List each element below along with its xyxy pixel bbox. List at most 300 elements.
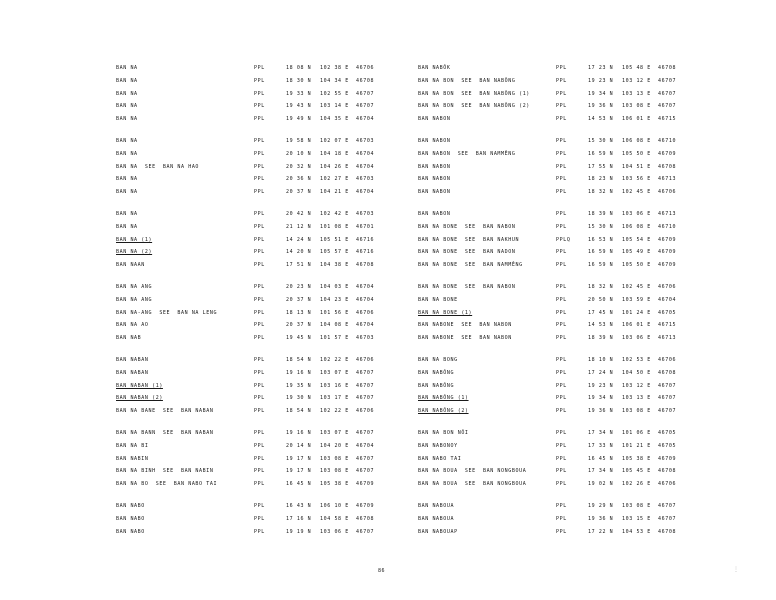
- longitude: 102 45 E: [622, 283, 651, 290]
- feature-class: PPL: [556, 103, 567, 110]
- feature-class: PPL: [254, 481, 265, 488]
- map-sheet-code: 46706: [658, 481, 677, 488]
- longitude: 101 06 E: [622, 429, 651, 436]
- feature-class: PPL: [254, 65, 265, 71]
- feature-class: PPL: [556, 382, 567, 389]
- longitude: 102 55 E: [320, 90, 349, 97]
- feature-class: PPL: [254, 77, 265, 84]
- longitude: 103 07 E: [320, 369, 349, 376]
- map-sheet-code: 46713: [658, 176, 677, 183]
- feature-class: PPL: [254, 395, 265, 402]
- feature-class: PPL: [556, 65, 567, 71]
- map-sheet-code: 46707: [356, 103, 375, 110]
- longitude: 106 08 E: [622, 137, 651, 144]
- feature-class: PPL: [556, 176, 567, 183]
- feature-class: PPL: [254, 356, 265, 363]
- longitude: 105 45 E: [622, 468, 651, 475]
- feature-class: PPL: [254, 429, 265, 436]
- place-name: BAN NA: [116, 223, 138, 230]
- latitude: 19 23 N: [588, 77, 614, 84]
- map-sheet-code: 46709: [658, 236, 677, 243]
- feature-class: PPL: [556, 322, 567, 329]
- map-sheet-code: 46707: [658, 408, 677, 415]
- place-name: BAN NABO: [116, 515, 145, 522]
- longitude: 102 53 E: [622, 356, 651, 363]
- feature-class: PPL: [254, 137, 265, 144]
- map-sheet-code: 46707: [356, 429, 375, 436]
- place-name: BAN NA: [116, 189, 138, 196]
- map-sheet-code: 46707: [658, 382, 677, 389]
- longitude: 103 15 E: [622, 515, 651, 522]
- place-name: BAN NA BANN SEE BAN NABAN: [116, 429, 214, 436]
- longitude: 103 06 E: [320, 528, 349, 535]
- feature-class: PPL: [556, 395, 567, 402]
- latitude: 18 39 N: [588, 210, 614, 217]
- place-name: BAN NABONE SEE BAN NABON: [418, 335, 512, 342]
- gazetteer-entry: [418, 367, 776, 380]
- map-sheet-code: 46707: [658, 395, 677, 402]
- latitude: 14 53 N: [588, 322, 614, 329]
- place-name: BAN NABONOY: [418, 442, 458, 449]
- feature-class: PPL: [556, 116, 567, 123]
- map-sheet-code: 46706: [356, 309, 375, 316]
- map-sheet-code: 46704: [356, 322, 375, 329]
- latitude: 14 53 N: [588, 116, 614, 123]
- place-name: BAN NA BONE SEE BAN NAKHUN: [418, 236, 520, 243]
- latitude: 19 19 N: [286, 528, 312, 535]
- latitude: 18 13 N: [286, 309, 312, 316]
- place-name: BAN NA ANG: [116, 296, 153, 303]
- map-sheet-code: 46704: [356, 442, 375, 449]
- place-name: BAN NABAN (2): [116, 395, 163, 402]
- latitude: 17 55 N: [588, 163, 614, 170]
- gazetteer-entry: [418, 319, 776, 332]
- longitude: 104 03 E: [320, 283, 349, 290]
- place-name: BAN NA BOUA SEE BAN NONGBOUA: [418, 468, 527, 475]
- gazetteer-entry: [418, 427, 776, 440]
- latitude: 19 34 N: [588, 90, 614, 97]
- feature-class: PPL: [556, 262, 567, 269]
- feature-class: PPL: [254, 210, 265, 217]
- longitude: 105 49 E: [622, 249, 651, 256]
- map-sheet-code: 46713: [658, 335, 677, 342]
- place-name: BAN NA ANG: [116, 283, 153, 290]
- map-sheet-code: 46707: [658, 502, 677, 509]
- longitude: 102 07 E: [320, 137, 349, 144]
- map-sheet-code: 46708: [658, 65, 677, 71]
- longitude: 103 12 E: [622, 77, 651, 84]
- place-name: BAN NA BOUA SEE BAN NONGBOUA: [418, 481, 527, 488]
- place-name: BAN NA BON SEE BAN NABÔNG (1): [418, 90, 530, 97]
- longitude: 105 50 E: [622, 150, 651, 157]
- place-name: BAN NA: [116, 176, 138, 183]
- latitude: 19 49 N: [286, 116, 312, 123]
- latitude: 20 37 N: [286, 322, 312, 329]
- feature-class: PPL: [254, 309, 265, 316]
- place-name: BAN NA BO SEE BAN NABO TAI: [116, 481, 218, 488]
- map-sheet-code: 46707: [356, 369, 375, 376]
- map-sheet-code: 46707: [658, 77, 677, 84]
- longitude: 103 08 E: [320, 468, 349, 475]
- right-column: [418, 62, 776, 547]
- longitude: 103 08 E: [320, 455, 349, 462]
- entry-group: [418, 208, 776, 272]
- gazetteer-entry: [418, 234, 776, 247]
- latitude: 20 37 N: [286, 189, 312, 196]
- map-sheet-code: 46701: [356, 223, 375, 230]
- longitude: 106 01 E: [622, 116, 651, 123]
- place-name: BAN NABÔNG (1): [418, 395, 469, 402]
- latitude: 20 36 N: [286, 176, 312, 183]
- map-sheet-code: 46708: [356, 77, 375, 84]
- longitude: 105 38 E: [320, 481, 349, 488]
- latitude: 18 54 N: [286, 356, 312, 363]
- map-sheet-code: 46710: [658, 223, 677, 230]
- gazetteer-entry: [418, 354, 776, 367]
- gazetteer-entry: [418, 173, 776, 186]
- longitude: 102 22 E: [320, 408, 349, 415]
- longitude: 104 50 E: [622, 369, 651, 376]
- map-sheet-code: 46707: [356, 455, 375, 462]
- map-sheet-code: 46703: [356, 335, 375, 342]
- longitude: 106 10 E: [320, 502, 349, 509]
- feature-class: PPL: [556, 455, 567, 462]
- map-sheet-code: 46709: [356, 502, 375, 509]
- feature-class: PPL: [254, 150, 265, 157]
- latitude: 16 45 N: [286, 481, 312, 488]
- map-sheet-code: 46708: [658, 528, 677, 535]
- feature-class: PPL: [254, 468, 265, 475]
- place-name: BAN NABIN: [116, 455, 149, 462]
- feature-class: PPL: [556, 515, 567, 522]
- longitude: 101 56 E: [320, 309, 349, 316]
- gazetteer-entry: [418, 88, 776, 101]
- longitude: 105 48 E: [622, 65, 651, 71]
- map-sheet-code: 46713: [658, 210, 677, 217]
- feature-class: PPL: [556, 223, 567, 230]
- latitude: 18 23 N: [588, 176, 614, 183]
- entry-group: [418, 135, 776, 199]
- place-name: BAN NA BANE SEE BAN NABAN: [116, 408, 214, 415]
- latitude: 14 20 N: [286, 249, 312, 256]
- gazetteer-entry: [418, 148, 776, 161]
- latitude: 16 43 N: [286, 502, 312, 509]
- feature-class: PPL: [556, 528, 567, 535]
- margin-mark: ⋮: [733, 566, 739, 573]
- longitude: 106 01 E: [622, 322, 651, 329]
- gazetteer-entry: [418, 161, 776, 174]
- latitude: 17 34 N: [588, 429, 614, 436]
- longitude: 104 34 E: [320, 77, 349, 84]
- place-name: BAN NABOUAP: [418, 528, 458, 535]
- place-name: BAN NABÔNG (2): [418, 408, 469, 415]
- longitude: 104 18 E: [320, 150, 349, 157]
- latitude: 19 16 N: [286, 429, 312, 436]
- latitude: 17 51 N: [286, 262, 312, 269]
- gazetteer-entry: [418, 135, 776, 148]
- map-sheet-code: 46706: [356, 65, 375, 71]
- feature-class: PPL: [254, 103, 265, 110]
- map-sheet-code: 46708: [356, 515, 375, 522]
- longitude: 104 58 E: [320, 515, 349, 522]
- longitude: 104 35 E: [320, 116, 349, 123]
- latitude: 16 59 N: [588, 262, 614, 269]
- feature-class: PPL: [254, 236, 265, 243]
- feature-class: PPL: [556, 189, 567, 196]
- gazetteer-entry: [418, 100, 776, 113]
- place-name: BAN NABAN: [116, 356, 149, 363]
- gazetteer-entry: [418, 186, 776, 199]
- feature-class: PPLQ: [556, 236, 571, 243]
- place-name: BAN NABÔNG: [418, 369, 455, 376]
- longitude: 102 45 E: [622, 189, 651, 196]
- feature-class: PPL: [556, 77, 567, 84]
- map-sheet-code: 46704: [356, 296, 375, 303]
- map-sheet-code: 46704: [658, 296, 677, 303]
- longitude: 104 21 E: [320, 189, 349, 196]
- map-sheet-code: 46706: [658, 283, 677, 290]
- place-name: BAN NA SEE BAN NA HAO: [116, 163, 200, 170]
- gazetteer-entry: [418, 440, 776, 453]
- feature-class: PPL: [556, 210, 567, 217]
- feature-class: PPL: [254, 322, 265, 329]
- gazetteer-entry: [418, 405, 776, 418]
- gazetteer-entry: [418, 392, 776, 405]
- map-sheet-code: 46703: [356, 137, 375, 144]
- place-name: BAN NABOUA: [418, 515, 455, 522]
- longitude: 103 06 E: [622, 210, 651, 217]
- feature-class: PPL: [556, 335, 567, 342]
- place-name: BAN NABOUA: [418, 502, 455, 509]
- latitude: 19 45 N: [286, 335, 312, 342]
- place-name: BAN NA (2): [116, 249, 153, 256]
- longitude: 103 13 E: [622, 90, 651, 97]
- feature-class: PPL: [254, 249, 265, 256]
- map-sheet-code: 46715: [658, 322, 677, 329]
- place-name: BAN NA BON NÔI: [418, 429, 469, 436]
- place-name: BAN NABON: [418, 189, 451, 196]
- longitude: 103 08 E: [622, 408, 651, 415]
- place-name: BAN NABÔK: [418, 65, 451, 71]
- latitude: 16 59 N: [588, 249, 614, 256]
- place-name: BAN NA BON SEE BAN NABÔNG (2): [418, 103, 530, 110]
- place-name: BAN NA: [116, 137, 138, 144]
- longitude: 104 23 E: [320, 296, 349, 303]
- latitude: 21 12 N: [286, 223, 312, 230]
- feature-class: PPL: [556, 356, 567, 363]
- map-sheet-code: 46706: [658, 189, 677, 196]
- place-name: BAN NABON: [418, 210, 451, 217]
- latitude: 19 30 N: [286, 395, 312, 402]
- latitude: 19 34 N: [588, 395, 614, 402]
- latitude: 19 35 N: [286, 382, 312, 389]
- place-name: BAN NA AO: [116, 322, 149, 329]
- map-sheet-code: 46707: [356, 382, 375, 389]
- place-name: BAN NAB: [116, 335, 142, 342]
- map-sheet-code: 46704: [356, 283, 375, 290]
- feature-class: PPL: [556, 468, 567, 475]
- gazetteer-entry: [418, 307, 776, 320]
- feature-class: PPL: [556, 249, 567, 256]
- latitude: 19 43 N: [286, 103, 312, 110]
- feature-class: PPL: [254, 283, 265, 290]
- place-name: BAN NA-ANG SEE BAN NA LENG: [116, 309, 218, 316]
- map-sheet-code: 46708: [658, 468, 677, 475]
- feature-class: PPL: [556, 283, 567, 290]
- map-sheet-code: 46708: [356, 262, 375, 269]
- gazetteer-entry: [418, 453, 776, 466]
- place-name: BAN NABON: [418, 176, 451, 183]
- longitude: 104 26 E: [320, 163, 349, 170]
- gazetteer-entry: [418, 221, 776, 234]
- feature-class: PPL: [556, 163, 567, 170]
- map-sheet-code: 46704: [356, 163, 375, 170]
- latitude: 16 53 N: [588, 236, 614, 243]
- feature-class: PPL: [556, 137, 567, 144]
- feature-class: PPL: [556, 429, 567, 436]
- place-name: BAN NA: [116, 65, 138, 71]
- map-sheet-code: 46706: [356, 408, 375, 415]
- feature-class: PPL: [556, 150, 567, 157]
- longitude: 101 21 E: [622, 442, 651, 449]
- place-name: BAN NAAN: [116, 262, 145, 269]
- map-sheet-code: 46707: [658, 90, 677, 97]
- place-name: BAN NA BI: [116, 442, 149, 449]
- latitude: 16 45 N: [588, 455, 614, 462]
- place-name: BAN NA BONG: [418, 356, 458, 363]
- place-name: BAN NA BON SEE BAN NABÔNG: [418, 77, 516, 84]
- feature-class: PPL: [254, 296, 265, 303]
- longitude: 103 08 E: [622, 103, 651, 110]
- map-sheet-code: 46709: [658, 150, 677, 157]
- map-sheet-code: 46706: [658, 356, 677, 363]
- feature-class: PPL: [254, 335, 265, 342]
- longitude: 105 54 E: [622, 236, 651, 243]
- map-sheet-code: 46708: [658, 369, 677, 376]
- place-name: BAN NA BONE SEE BAN NABON: [418, 283, 516, 290]
- latitude: 19 58 N: [286, 137, 312, 144]
- gazetteer-entry: [418, 526, 776, 539]
- feature-class: PPL: [556, 90, 567, 97]
- map-sheet-code: 46707: [356, 528, 375, 535]
- feature-class: PPL: [254, 502, 265, 509]
- place-name: BAN NABO TAI: [418, 455, 462, 462]
- place-name: BAN NABÔNG: [418, 382, 455, 389]
- feature-class: PPL: [254, 116, 265, 123]
- place-name: BAN NA BONE (1): [418, 309, 473, 316]
- longitude: 103 59 E: [622, 296, 651, 303]
- latitude: 20 23 N: [286, 283, 312, 290]
- latitude: 19 36 N: [588, 515, 614, 522]
- longitude: 102 27 E: [320, 176, 349, 183]
- map-sheet-code: 46709: [658, 262, 677, 269]
- gazetteer-entry: [418, 259, 776, 272]
- latitude: 19 23 N: [588, 382, 614, 389]
- place-name: BAN NA: [116, 90, 138, 97]
- place-name: BAN NABON: [418, 163, 451, 170]
- place-name: BAN NA: [116, 150, 138, 157]
- feature-class: PPL: [254, 455, 265, 462]
- longitude: 101 08 E: [320, 223, 349, 230]
- gazetteer-entry: [418, 75, 776, 88]
- latitude: 16 59 N: [588, 150, 614, 157]
- latitude: 19 17 N: [286, 455, 312, 462]
- longitude: 103 13 E: [622, 395, 651, 402]
- longitude: 103 16 E: [320, 382, 349, 389]
- longitude: 104 38 E: [320, 262, 349, 269]
- place-name: BAN NABON: [418, 116, 451, 123]
- latitude: 19 02 N: [588, 481, 614, 488]
- map-sheet-code: 46707: [356, 468, 375, 475]
- latitude: 17 34 N: [588, 468, 614, 475]
- map-sheet-code: 46709: [658, 249, 677, 256]
- gazetteer-entry: [418, 478, 776, 491]
- longitude: 105 50 E: [622, 262, 651, 269]
- place-name: BAN NA BONE SEE BAN NADON: [418, 249, 516, 256]
- feature-class: PPL: [254, 528, 265, 535]
- feature-class: PPL: [556, 369, 567, 376]
- latitude: 20 37 N: [286, 296, 312, 303]
- feature-class: PPL: [254, 382, 265, 389]
- page-number: 86: [378, 568, 386, 574]
- map-sheet-code: 46709: [356, 481, 375, 488]
- map-sheet-code: 46704: [356, 150, 375, 157]
- feature-class: PPL: [556, 481, 567, 488]
- map-sheet-code: 46710: [658, 137, 677, 144]
- place-name: BAN NA BINH SEE BAN NABIN: [116, 468, 214, 475]
- latitude: 19 29 N: [588, 502, 614, 509]
- feature-class: PPL: [254, 163, 265, 170]
- feature-class: PPL: [254, 189, 265, 196]
- feature-class: PPL: [254, 90, 265, 97]
- latitude: 20 32 N: [286, 163, 312, 170]
- place-name: BAN NA BONE: [418, 296, 458, 303]
- latitude: 19 36 N: [588, 408, 614, 415]
- longitude: 106 08 E: [622, 223, 651, 230]
- longitude: 103 06 E: [622, 335, 651, 342]
- longitude: 102 42 E: [320, 210, 349, 217]
- map-sheet-code: 46707: [658, 103, 677, 110]
- latitude: 19 16 N: [286, 369, 312, 376]
- place-name: BAN NABAN: [116, 369, 149, 376]
- latitude: 20 50 N: [588, 296, 614, 303]
- feature-class: PPL: [556, 408, 567, 415]
- entry-group: [418, 354, 776, 418]
- map-sheet-code: 46704: [356, 189, 375, 196]
- longitude: 103 14 E: [320, 103, 349, 110]
- longitude: 103 08 E: [622, 502, 651, 509]
- gazetteer-entry: [418, 281, 776, 294]
- place-name: BAN NA: [116, 116, 138, 123]
- latitude: 17 24 N: [588, 369, 614, 376]
- place-name: BAN NA BONE SEE BAN NAMMÊNG: [418, 262, 523, 269]
- latitude: 17 33 N: [588, 442, 614, 449]
- feature-class: PPL: [254, 442, 265, 449]
- gazetteer-entry: [418, 62, 776, 75]
- feature-class: PPL: [254, 408, 265, 415]
- place-name: BAN NABAN (1): [116, 382, 163, 389]
- map-sheet-code: 46709: [658, 455, 677, 462]
- place-name: BAN NABO: [116, 528, 145, 535]
- entry-group: [418, 62, 776, 126]
- gazetteer-entry: [418, 113, 776, 126]
- latitude: 18 32 N: [588, 283, 614, 290]
- map-sheet-code: 46705: [658, 309, 677, 316]
- feature-class: PPL: [556, 502, 567, 509]
- latitude: 15 30 N: [588, 137, 614, 144]
- place-name: BAN NABON: [418, 137, 451, 144]
- feature-class: PPL: [254, 176, 265, 183]
